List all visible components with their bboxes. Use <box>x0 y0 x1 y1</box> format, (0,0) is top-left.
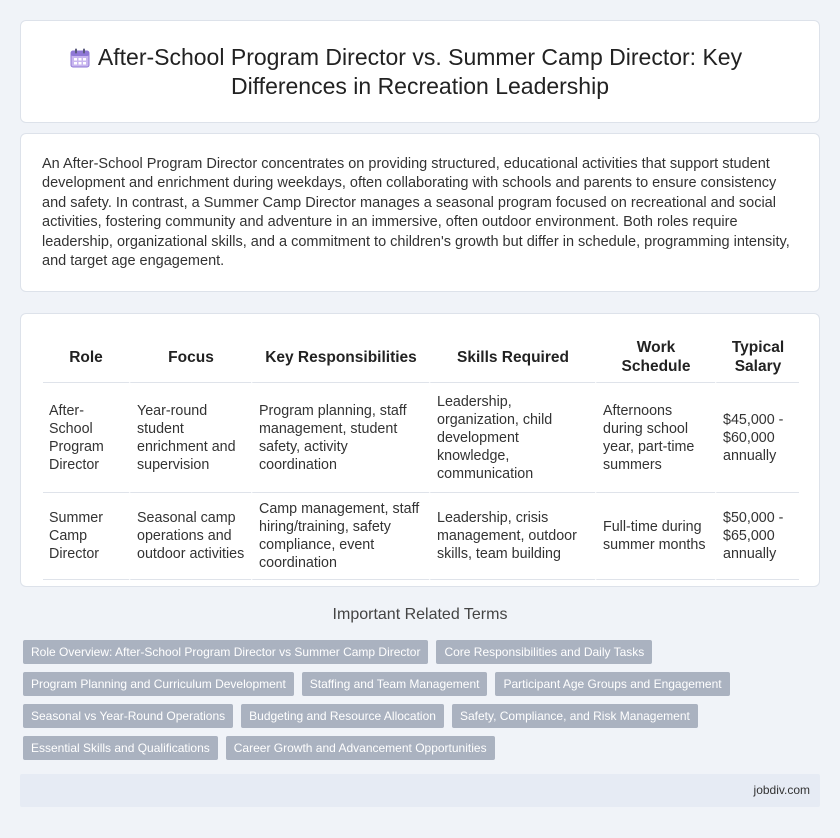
cell-work-schedule: Afternoons during school year, part-time summers <box>595 383 715 493</box>
cell-focus: Seasonal camp operations and outdoor activities <box>129 493 251 580</box>
related-tag[interactable]: Budgeting and Resource Allocation <box>241 704 444 728</box>
related-tag[interactable]: Staffing and Team Management <box>302 672 488 696</box>
related-tag[interactable]: Core Responsibilities and Daily Tasks <box>436 640 652 664</box>
table-row <box>43 383 799 493</box>
cell-typical-salary: $45,000 - $60,000 annually <box>715 383 799 493</box>
header-focus: Focus <box>129 332 251 383</box>
cell-skills-required: Leadership, crisis management, outdoor skills, team building <box>429 493 595 580</box>
related-tag[interactable]: Role Overview: After-School Program Director vs Summer Camp Director <box>23 640 428 664</box>
related-tag[interactable]: Essential Skills and Qualifications <box>23 736 218 760</box>
cell-work-schedule: Full-time during summer months <box>595 493 715 580</box>
cell-role: Summer Camp Director <box>43 493 129 580</box>
intro-paragraph: An After-School Program Director concentrates on providing structured, educational activities that support student development and enrichment during weekdays, often collaborating with schools and parents to ensure consistency and safety. In contrast, a Summer Camp Director manages a seasonal program focused on recreational and social activities, fostering community and adventure in an immersive, often outdoor environment. Both roles require leadership, organizational skills, and a commitment to children's growth but differ in schedule, programming intensity, and target age engagement. <box>42 156 790 270</box>
table-row <box>43 493 799 580</box>
cell-role: After-School Program Director <box>43 383 129 493</box>
related-tag[interactable]: Career Growth and Advancement Opportunities <box>226 736 495 760</box>
related-tag[interactable]: Seasonal vs Year-Round Operations <box>23 704 233 728</box>
cell-key-responsibilities: Camp management, staff hiring/training, safety compliance, event coordination <box>251 493 429 580</box>
header-typical-salary: Typical Salary <box>715 332 799 383</box>
related-terms-list <box>23 640 823 768</box>
footer-site-link[interactable]: jobdiv.com <box>753 783 810 797</box>
table-header-row <box>43 332 799 383</box>
header-role: Role <box>43 332 129 383</box>
cell-skills-required: Leadership, organization, child development knowledge, communication <box>429 383 595 493</box>
comparison-table <box>43 332 799 580</box>
related-tag[interactable]: Program Planning and Curriculum Development <box>23 672 294 696</box>
related-tag[interactable]: Participant Age Groups and Engagement <box>495 672 729 696</box>
related-terms-title: Important Related Terms <box>332 606 508 623</box>
footer <box>20 774 820 807</box>
header-skills-required: Skills Required <box>429 332 595 383</box>
intro-card <box>20 133 820 292</box>
related-tag[interactable]: Safety, Compliance, and Risk Management <box>452 704 698 728</box>
cell-focus: Year-round student enrichment and supervision <box>129 383 251 493</box>
cell-typical-salary: $50,000 - $65,000 annually <box>715 493 799 580</box>
page-title: After-School Program Director vs. Summer Camp Director: Key Differences in Recreation Leadership <box>97 43 743 99</box>
comparison-table-card <box>20 313 820 587</box>
cell-key-responsibilities: Program planning, staff management, student safety, activity coordination <box>251 383 429 493</box>
header-key-responsibilities: Key Responsibilities <box>251 332 429 383</box>
header-work-schedule: Work Schedule <box>595 332 715 383</box>
header-card <box>20 20 820 123</box>
